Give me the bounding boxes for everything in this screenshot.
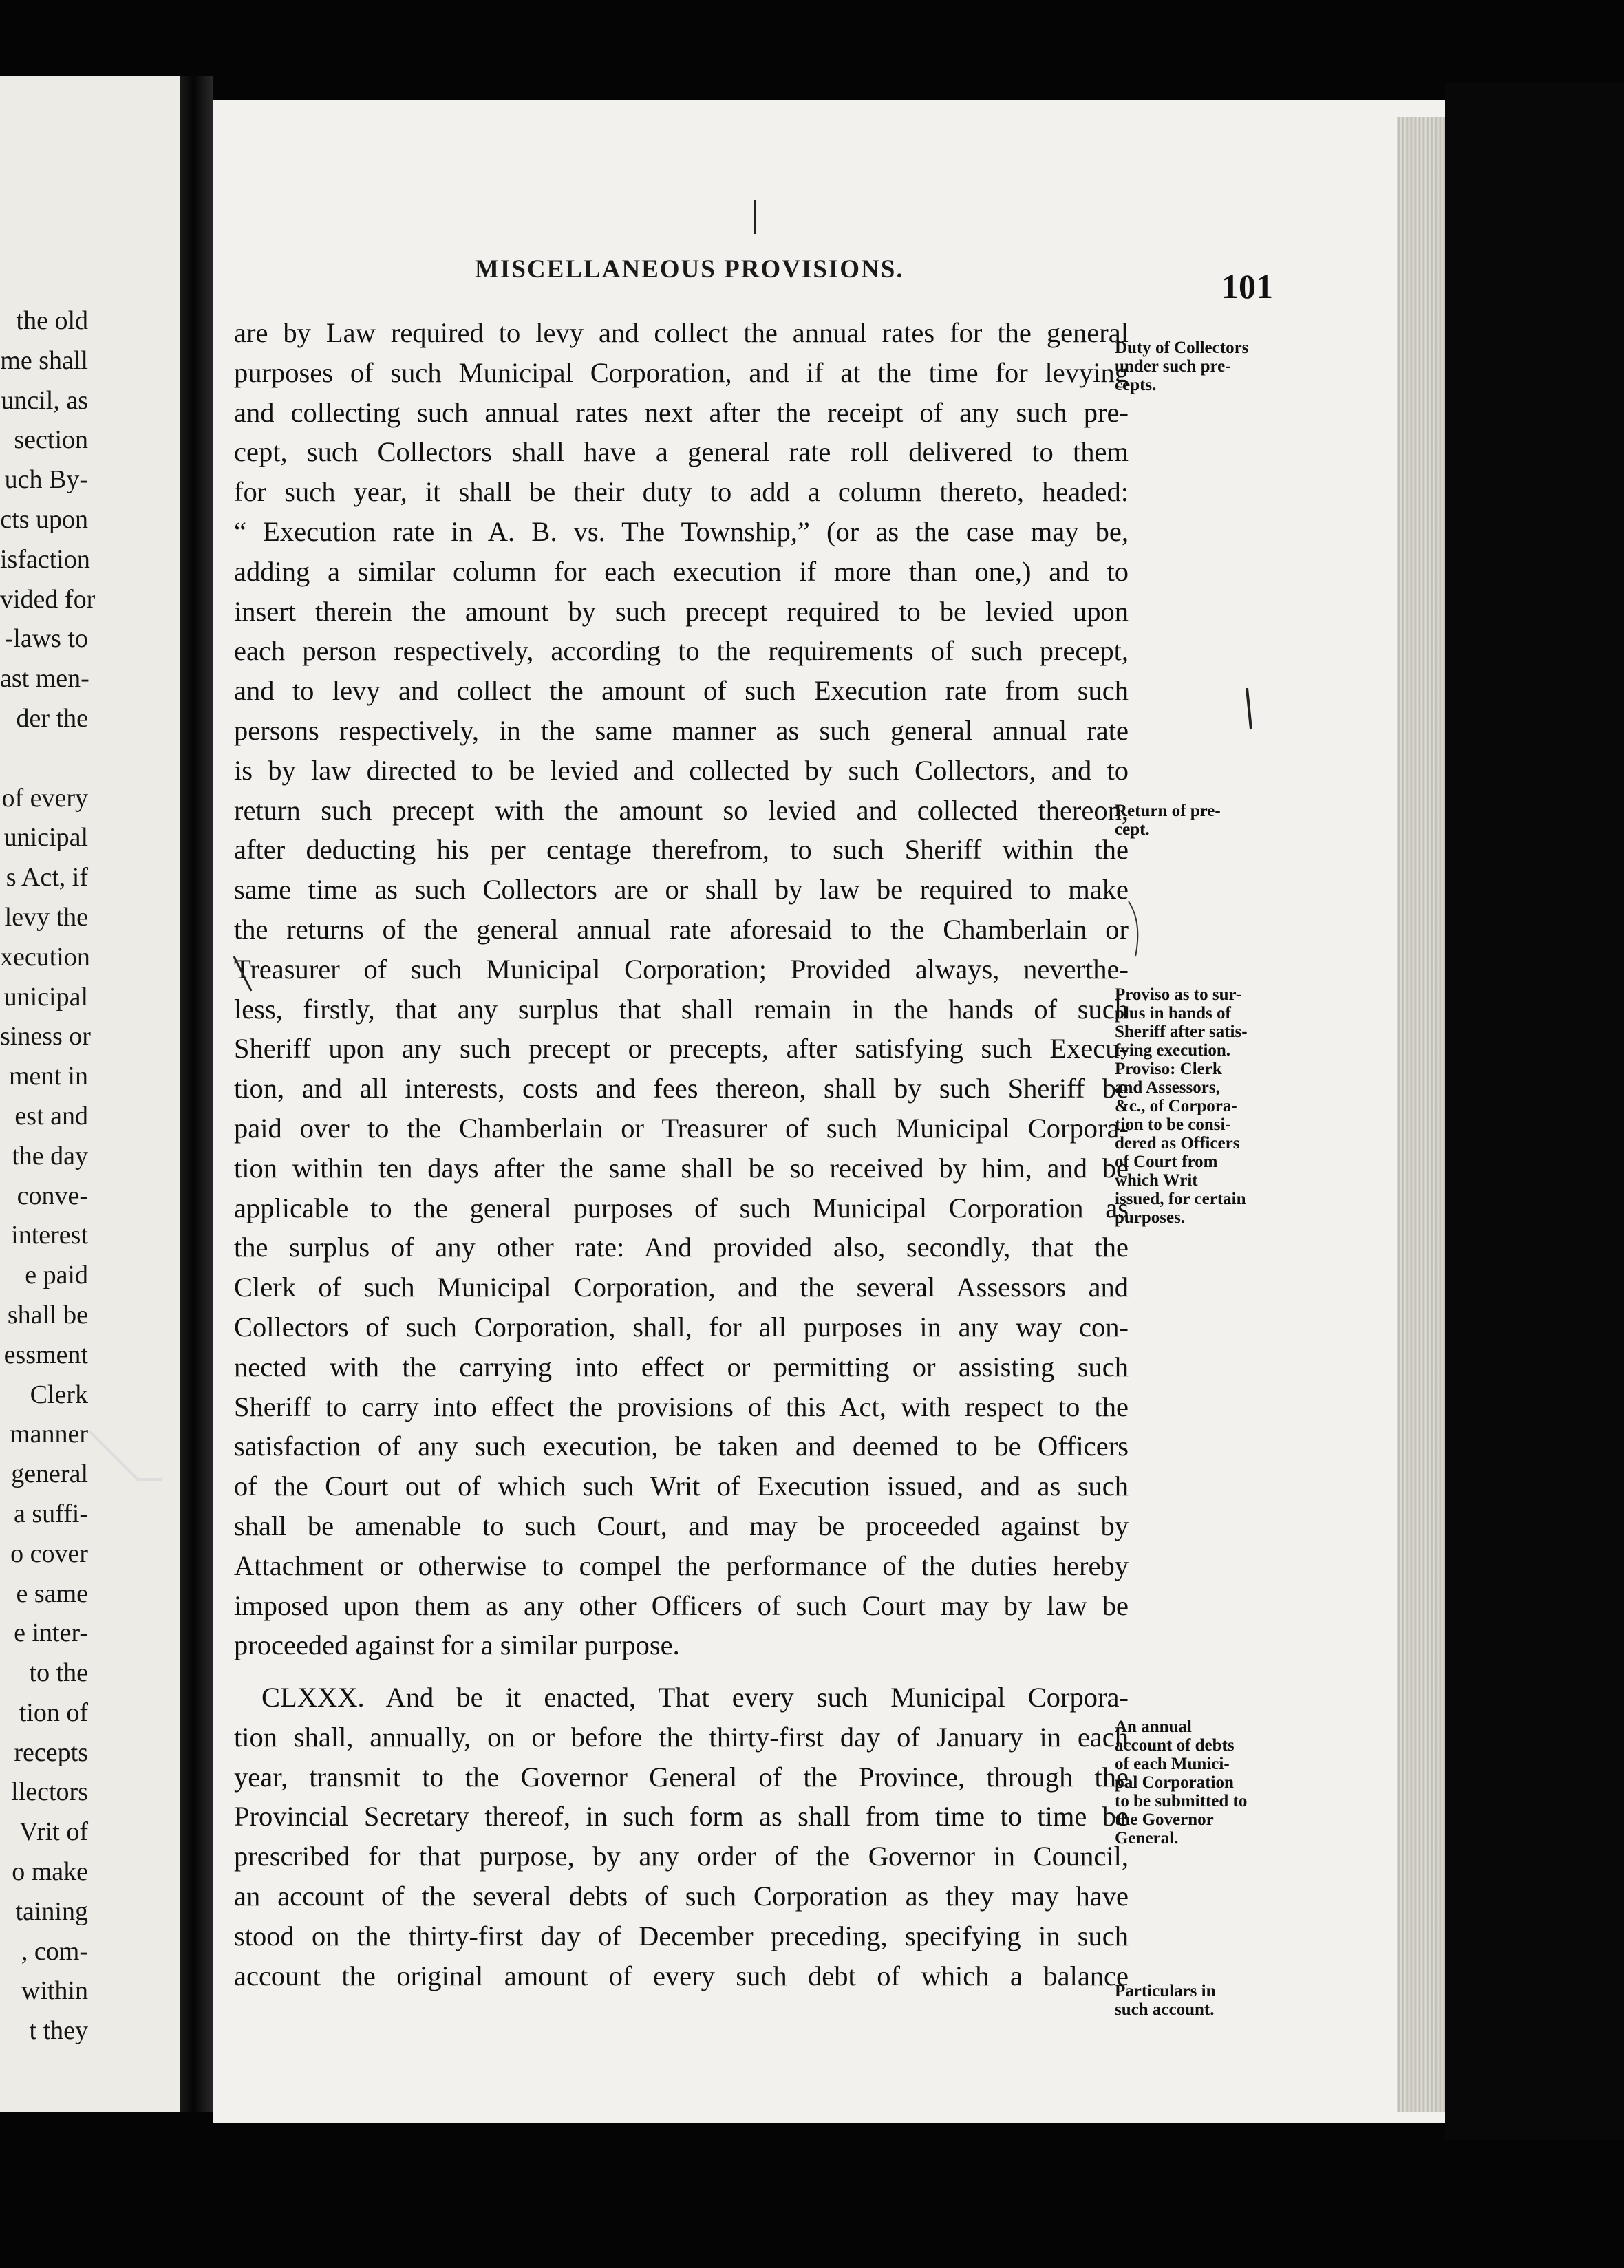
body-line: each person respectively, according to the requirements of such precept, bbox=[234, 635, 1129, 667]
margin-note-line: Proviso: Clerk bbox=[1115, 1060, 1222, 1078]
body-line: proceeded against for a similar purpose. bbox=[234, 1629, 680, 1661]
section-line: tion shall, annually, on or before the thirty-first day of January in each bbox=[234, 1721, 1129, 1753]
left-fragment-line: e same bbox=[16, 1579, 88, 1608]
left-fragment-line: taining bbox=[15, 1896, 88, 1926]
left-fragment-line: unicipal bbox=[3, 982, 88, 1012]
section-line: account the original amount of every such debt of which a balance bbox=[234, 1960, 1129, 1991]
section-line: year, transmit to the Governor General of the Province, through the bbox=[234, 1761, 1129, 1793]
body-text bbox=[234, 313, 1129, 1996]
body-line: imposed upon them as any other Officers of such Court may by law be bbox=[234, 1590, 1129, 1621]
body-line: Sheriff to carry into effect the provisions of this Act, with respect to the bbox=[234, 1391, 1129, 1422]
margin-note-line: and Assessors, bbox=[1115, 1078, 1220, 1097]
left-fragment-line: e paid bbox=[25, 1261, 88, 1290]
page-edges bbox=[1397, 117, 1445, 2112]
left-fragment-line: the old bbox=[16, 306, 88, 335]
left-fragment-line: of every bbox=[1, 783, 88, 813]
body-line: satisfaction of any such execution, be taken and deemed to be Officers bbox=[234, 1431, 1129, 1462]
margin-note-line: &c., of Corpora- bbox=[1115, 1097, 1237, 1115]
section-line: stood on the thirty-first day of December preceding, specifying in such bbox=[234, 1920, 1129, 1951]
body-line: is by law directed to be levied and collected by such Collectors, and to bbox=[234, 754, 1129, 786]
left-page-text-fragments bbox=[0, 301, 96, 2051]
left-fragment-line: s Act, if bbox=[6, 863, 88, 892]
body-line: of the Court out of which such Writ of Execution issued, and as such bbox=[234, 1470, 1129, 1502]
body-line: nected with the carrying into effect or permitting or assisting such bbox=[234, 1351, 1129, 1382]
left-fragment-line: llectors bbox=[11, 1777, 88, 1807]
page-number: 101 bbox=[1221, 267, 1273, 306]
left-fragment-line: within bbox=[21, 1976, 88, 2006]
body-line: cept, such Collectors shall have a general rate roll delivered to them bbox=[234, 436, 1129, 468]
left-fragment-line: isfaction bbox=[0, 544, 90, 574]
margin-note-duty-of-collectors bbox=[1115, 339, 1280, 394]
left-fragment-line: me shall bbox=[0, 345, 88, 375]
margin-note-line: such account. bbox=[1115, 2000, 1215, 2019]
margin-note-line: Sheriff after satis- bbox=[1115, 1023, 1248, 1041]
body-line: Treasurer of such Municipal Corporation; Provided always, neverthe- bbox=[234, 953, 1129, 985]
margin-note-line: Duty of Collectors bbox=[1115, 339, 1249, 357]
running-head: MISCELLANEOUS PROVISIONS. bbox=[475, 255, 904, 284]
margin-note-line: fying execution. bbox=[1115, 1041, 1231, 1060]
left-fragment-line: vided for bbox=[0, 584, 96, 614]
body-line: insert therein the amount by such precept required to be levied upon bbox=[234, 595, 1129, 627]
margin-note-line: pal Corporation bbox=[1115, 1773, 1234, 1792]
section-line: CLXXX. And be it enacted, That every such Municipal Corpora- bbox=[261, 1682, 1129, 1713]
body-line: Collectors of such Corporation, shall, for all purposes in any way con- bbox=[234, 1311, 1129, 1342]
left-fragment-line: uncil, as bbox=[1, 385, 88, 415]
body-line: paid over to the Chamberlain or Treasurer of such Municipal Corpora- bbox=[234, 1112, 1129, 1144]
body-line: and to levy and collect the amount of such Execution rate from such bbox=[234, 675, 1129, 707]
left-fragment-line: section bbox=[14, 425, 88, 455]
body-line: Sheriff upon any such precept or precepts, after satisfying such Execu- bbox=[234, 1033, 1129, 1065]
left-fragment-line: manner bbox=[10, 1420, 88, 1449]
left-fragment-line: the day bbox=[12, 1141, 88, 1170]
body-line: less, firstly, that any surplus that shall remain in the hands of such bbox=[234, 993, 1129, 1025]
left-fragment-line: o make bbox=[12, 1857, 88, 1887]
left-fragment-line: Clerk bbox=[30, 1380, 88, 1409]
margin-note-line: the Governor bbox=[1115, 1810, 1214, 1829]
left-fragment-line: unicipal bbox=[3, 823, 88, 853]
body-line: for such year, it shall be their duty to add a column thereto, headed: bbox=[234, 476, 1129, 508]
margin-note-line: Return of pre- bbox=[1115, 802, 1221, 820]
left-fragment-line: der the bbox=[16, 703, 88, 733]
book-gutter bbox=[180, 76, 213, 2112]
margin-note-line: cept. bbox=[1115, 820, 1150, 839]
body-line: after deducting his per centage therefrom, to such Sheriff within the bbox=[234, 834, 1129, 866]
margin-note-annual-account bbox=[1115, 1718, 1280, 1848]
left-fragment-line: conve- bbox=[17, 1181, 88, 1210]
body-line: purposes of such Municipal Corporation, and if at the time for levying bbox=[234, 356, 1129, 388]
left-fragment-line: a suffi- bbox=[14, 1499, 88, 1528]
body-line: adding a similar column for each execution if more than one,) and to bbox=[234, 555, 1129, 587]
margin-note-line: purposes. bbox=[1115, 1208, 1186, 1227]
left-fragment-line: o cover bbox=[10, 1539, 88, 1568]
margin-note-line: under such pre- bbox=[1115, 357, 1231, 376]
margin-note-line: cepts. bbox=[1115, 376, 1157, 394]
left-fragment-line: cts upon bbox=[0, 504, 88, 534]
left-fragment-line: shall be bbox=[7, 1300, 88, 1329]
body-line: Clerk of such Municipal Corporation, and the several Assessors and bbox=[234, 1272, 1129, 1303]
body-line: tion, and all interests, costs and fees thereon, shall by such Sheriff be bbox=[234, 1073, 1129, 1104]
body-line: applicable to the general purposes of such Municipal Corporation as bbox=[234, 1192, 1129, 1223]
left-fragment-line: -laws to bbox=[4, 624, 88, 654]
margin-note-proviso bbox=[1115, 985, 1280, 1227]
left-fragment-line: ment in bbox=[8, 1062, 88, 1091]
left-fragment-line: general bbox=[11, 1459, 88, 1489]
left-fragment-line: essment bbox=[3, 1340, 88, 1369]
margin-note-line: Proviso as to sur- bbox=[1115, 985, 1242, 1004]
left-fragment-line: uch By- bbox=[4, 465, 88, 495]
left-fragment-line: Vrit of bbox=[19, 1817, 88, 1847]
margin-note-line: dered as Officers bbox=[1115, 1134, 1240, 1153]
margin-note-line: to be submitted to bbox=[1115, 1792, 1248, 1810]
section-line: prescribed for that purpose, by any order of the Governor in Council, bbox=[234, 1841, 1129, 1872]
left-fragment-line: est and bbox=[14, 1101, 88, 1131]
left-fragment-line: interest bbox=[11, 1221, 88, 1250]
margin-note-line: An annual bbox=[1115, 1718, 1192, 1736]
margin-note-line: account of debts bbox=[1115, 1736, 1235, 1755]
body-line: the returns of the general annual rate aforesaid to the Chamberlain or bbox=[234, 913, 1129, 945]
body-line: Attachment or otherwise to compel the performance of the duties hereby bbox=[234, 1550, 1129, 1581]
section-line: Provincial Secretary thereof, in such form as shall from time to time be bbox=[234, 1801, 1129, 1832]
body-line: persons respectively, in the same manner as such general annual rate bbox=[234, 714, 1129, 746]
background-shadow bbox=[1445, 83, 1624, 2140]
body-line: are by Law required to levy and collect the annual rates for the general bbox=[234, 317, 1129, 348]
body-line: shall be amenable to such Court, and may be proceeded against by bbox=[234, 1510, 1129, 1541]
body-line: return such precept with the amount so levied and collected thereon, bbox=[234, 794, 1129, 826]
margin-note-line: tion to be consi- bbox=[1115, 1115, 1231, 1134]
left-fragment-line: siness or bbox=[0, 1022, 91, 1051]
body-line: the surplus of any other rate: And provided also, secondly, that the bbox=[234, 1232, 1129, 1263]
margin-note-return-of-precept bbox=[1115, 802, 1280, 839]
margin-note-line: Particulars in bbox=[1115, 1982, 1216, 2000]
left-fragment-line: t they bbox=[29, 2016, 88, 2046]
left-page bbox=[0, 76, 180, 2112]
margin-note-line: of Court from bbox=[1115, 1153, 1218, 1171]
left-fragment-line: tion of bbox=[19, 1698, 88, 1727]
section-line: an account of the several debts of such Corporation as they may have bbox=[234, 1881, 1129, 1912]
body-line: tion within ten days after the same shall be so received by him, and be bbox=[234, 1152, 1129, 1184]
left-fragment-line: recepts bbox=[14, 1737, 88, 1767]
left-fragment-line: to the bbox=[29, 1658, 88, 1688]
left-fragment-line bbox=[0, 739, 88, 779]
margin-note-line: plus in hands of bbox=[1115, 1004, 1231, 1023]
margin-note-line: which Writ bbox=[1115, 1171, 1198, 1190]
body-line: “ Execution rate in A. B. vs. The Township,” (or as the case may be, bbox=[234, 515, 1129, 547]
margin-note-line: of each Munici- bbox=[1115, 1755, 1230, 1773]
margin-note-particulars bbox=[1115, 1982, 1280, 2019]
margin-note-line: issued, for certain bbox=[1115, 1190, 1246, 1208]
left-fragment-line: xecution bbox=[0, 942, 90, 972]
section-gap bbox=[234, 1665, 1129, 1678]
left-fragment-line: , com- bbox=[21, 1936, 88, 1966]
margin-note-line: General. bbox=[1115, 1829, 1179, 1848]
left-fragment-line: levy the bbox=[4, 902, 88, 932]
body-line: and collecting such annual rates next after the receipt of any such pre- bbox=[234, 396, 1129, 428]
body-line: same time as such Collectors are or shall by law be required to make bbox=[234, 874, 1129, 906]
left-fragment-line: ast men- bbox=[0, 664, 89, 694]
left-fragment-line: e inter- bbox=[14, 1618, 88, 1648]
